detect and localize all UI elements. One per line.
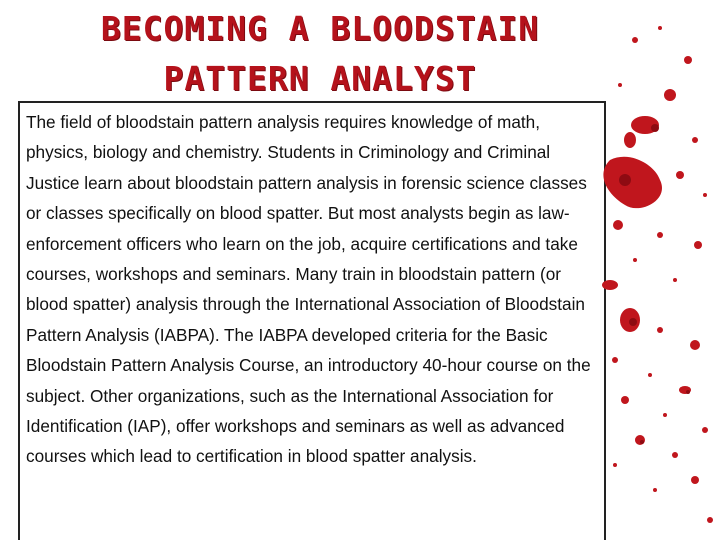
slide-title [40, 4, 600, 104]
title-line-1: BECOMING A BLOODSTAIN [100, 9, 540, 48]
title-line-2: PATTERN ANALYST [163, 59, 477, 98]
body-text-box [18, 101, 606, 540]
blood-splatter-graphic [600, 0, 720, 540]
body-paragraph: The field of bloodstain pattern analysis requires knowledge of math, physics, biology and chemistry. Students in Criminology and Criminal Justice learn about bloodstain pattern analysis in forensic science classes or classes specifically on blood spatter. But most analysts begin as law-enforcement officers who learn on the job, acquire certifications and take courses, workshops and seminars. Many train in bloodstain pattern (or blood spatter) analysis through the International Association of Bloodstain Pattern Analysis (IABPA). The IABPA developed criteria for the Basic Bloodstain Pattern Analysis Course, an introductory 40-hour course on the subject. Other organizations, such as the International Association for Identification (IAP), offer workshops and seminars as well as advanced courses which lead to certification in blood spatter analysis. [26, 112, 591, 467]
